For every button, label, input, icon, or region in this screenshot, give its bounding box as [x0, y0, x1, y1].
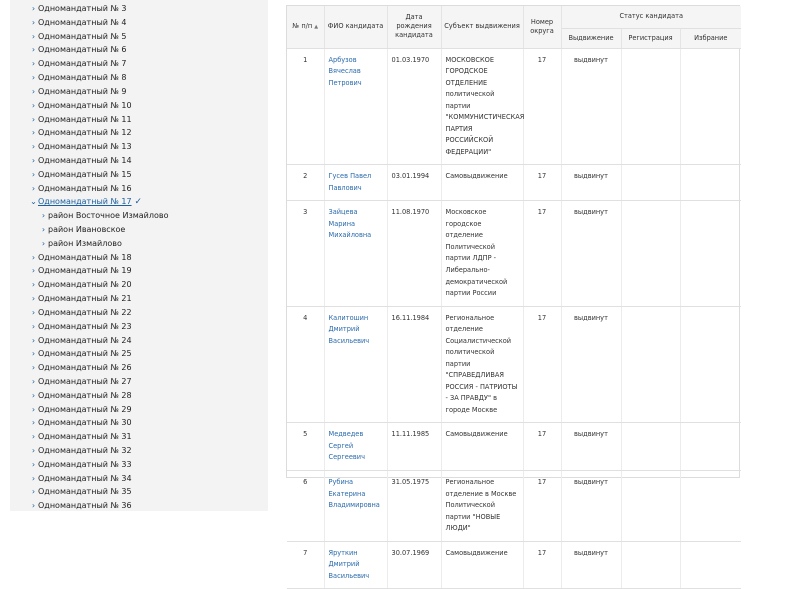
cell-election: [680, 48, 741, 165]
cell-nomination: выдвинут: [561, 48, 621, 165]
tree-item-label[interactable]: Одномандатный № 28: [38, 390, 132, 400]
tree-item-district[interactable]: [10, 444, 268, 458]
tree-item-label[interactable]: Одномандатный № 36: [38, 501, 132, 511]
chevron-right-icon[interactable]: ›: [41, 211, 46, 221]
cell-fio[interactable]: Гусев Павел Павлович: [324, 165, 387, 201]
checkmark-icon: ✓: [134, 197, 143, 208]
cell-district: 17: [523, 48, 561, 165]
tree-item-district[interactable]: [10, 334, 268, 348]
table-row: [287, 541, 741, 589]
cell-num: 4: [287, 306, 324, 423]
cell-subject: Московское городское отделение Политической партии ЛДПР - Либерально-демократической партии России: [441, 201, 523, 306]
tree-item-label[interactable]: Одномандатный № 16: [38, 183, 132, 193]
tree-item-label[interactable]: Одномандатный № 9: [38, 86, 127, 96]
tree-item-label[interactable]: Одномандатный № 30: [38, 418, 132, 428]
tree-item-label[interactable]: Одномандатный № 33: [38, 459, 132, 469]
chevron-right-icon[interactable]: ›: [31, 294, 36, 304]
tree-item-label[interactable]: Одномандатный № 25: [38, 349, 132, 359]
candidates-table-body: [287, 48, 741, 589]
tree-item-label[interactable]: Одномандатный № 29: [38, 404, 132, 414]
tree-item-label[interactable]: Одномандатный № 27: [38, 376, 132, 386]
cell-registration: [621, 201, 680, 306]
tree-item-label[interactable]: Одномандатный № 22: [38, 307, 132, 317]
tree-item-label[interactable]: Одномандатный № 7: [38, 59, 127, 69]
tree-item-label[interactable]: Одномандатный № 4: [38, 17, 127, 27]
chevron-right-icon[interactable]: ›: [31, 59, 36, 69]
cell-district: 17: [523, 423, 561, 471]
cell-num: 7: [287, 541, 324, 589]
cell-subject: Самовыдвижение: [441, 423, 523, 471]
chevron-right-icon[interactable]: ›: [31, 307, 36, 317]
tree-item-district[interactable]: [10, 126, 268, 140]
table-row: [287, 48, 741, 165]
cell-num: 2: [287, 165, 324, 201]
cell-subject: МОСКОВСКОЕ ГОРОДСКОЕ ОТДЕЛЕНИЕ политической партии "КОММУНИСТИЧЕСКАЯ ПАРТИЯ РОССИЙСКОЙ ФЕДЕРАЦИИ": [441, 48, 523, 165]
cell-num: 1: [287, 48, 324, 165]
tree-item-label[interactable]: Одномандатный № 12: [38, 128, 132, 138]
cell-registration: [621, 541, 680, 589]
tree-item-district[interactable]: [10, 16, 268, 30]
chevron-right-icon[interactable]: ›: [31, 17, 36, 27]
tree-item-district[interactable]: [10, 278, 268, 292]
cell-subject: Региональное отделение в Москве Политической партии "НОВЫЕ ЛЮДИ": [441, 470, 523, 541]
cell-fio[interactable]: Яруткин Дмитрий Васильевич: [324, 541, 387, 589]
chevron-right-icon[interactable]: ›: [31, 363, 36, 373]
tree-item-area[interactable]: [10, 223, 268, 237]
header-nomination[interactable]: Выдвижение: [561, 28, 621, 48]
tree-item-district[interactable]: [10, 403, 268, 417]
chevron-right-icon[interactable]: ›: [31, 376, 36, 386]
cell-district: 17: [523, 541, 561, 589]
tree-item-label[interactable]: Одномандатный № 15: [38, 169, 132, 179]
tree-item-label[interactable]: Одномандатный № 3: [38, 4, 127, 13]
tree-item-label[interactable]: Одномандатный № 20: [38, 280, 132, 290]
cell-birth: 31.05.1975: [387, 470, 441, 541]
tree-item-label[interactable]: Одномандатный № 17: [38, 197, 132, 207]
cell-election: [680, 470, 741, 541]
cell-fio[interactable]: Медведев Сергей Сергеевич: [324, 423, 387, 471]
tree-item-district[interactable]: [10, 292, 268, 306]
chevron-right-icon[interactable]: ›: [31, 280, 36, 290]
tree-item-label[interactable]: район Восточное Измайлово: [48, 211, 169, 221]
chevron-right-icon[interactable]: ›: [31, 335, 36, 345]
chevron-right-icon[interactable]: ›: [31, 432, 36, 442]
tree-item-district[interactable]: [10, 2, 268, 16]
chevron-right-icon[interactable]: ›: [41, 225, 46, 234]
chevron-down-icon[interactable]: ⌄: [30, 197, 37, 207]
tree-item-district[interactable]: [10, 375, 268, 389]
tree-item-label[interactable]: Одномандатный № 31: [38, 432, 132, 442]
tree-item-label[interactable]: Одномандатный № 26: [38, 363, 132, 373]
tree-item-label[interactable]: Одномандатный № 5: [38, 31, 127, 41]
cell-nomination: выдвинут: [561, 541, 621, 589]
cell-registration: [621, 470, 680, 541]
header-election[interactable]: Избрание: [680, 28, 741, 48]
tree-item-label[interactable]: Одномандатный № 24: [38, 335, 132, 345]
cell-election: [680, 165, 741, 201]
district-tree: [10, 0, 268, 511]
chevron-right-icon[interactable]: ›: [31, 321, 36, 331]
chevron-right-icon[interactable]: ›: [31, 473, 36, 483]
chevron-right-icon[interactable]: ›: [31, 100, 36, 110]
chevron-right-icon[interactable]: ›: [31, 349, 36, 359]
tree-item-district[interactable]: [10, 140, 268, 154]
tree-item-district[interactable]: [10, 430, 268, 444]
tree-item-area[interactable]: [10, 209, 268, 223]
cell-birth: 03.01.1994: [387, 165, 441, 201]
chevron-right-icon[interactable]: ›: [31, 390, 36, 400]
table-row: [287, 423, 741, 471]
header-num-label: № п/п: [292, 22, 313, 31]
cell-district: 17: [523, 470, 561, 541]
tree-item-district[interactable]: [10, 499, 268, 511]
cell-subject: Самовыдвижение: [441, 541, 523, 589]
header-registration[interactable]: Регистрация: [621, 28, 680, 48]
chevron-right-icon[interactable]: ›: [31, 45, 36, 55]
cell-district: 17: [523, 165, 561, 201]
tree-item-label[interactable]: Одномандатный № 10: [38, 100, 132, 110]
cell-election: [680, 423, 741, 471]
tree-item-label[interactable]: Одномандатный № 35: [38, 487, 132, 497]
tree-item-label[interactable]: Одномандатный № 34: [38, 473, 132, 483]
tree-item-district[interactable]: [10, 113, 268, 127]
tree-item-district[interactable]: [10, 458, 268, 472]
table-row: [287, 470, 741, 541]
tree-item-district[interactable]: [10, 57, 268, 71]
sidebar-tree: [10, 0, 268, 511]
table-row: [287, 201, 741, 306]
cell-registration: [621, 165, 680, 201]
header-num[interactable]: [287, 6, 324, 48]
cell-num: 3: [287, 201, 324, 306]
cell-num: 5: [287, 423, 324, 471]
tree-item-label[interactable]: Одномандатный № 21: [38, 294, 132, 304]
table-row: [287, 165, 741, 201]
cell-fio[interactable]: Зайцева Марина Михайловна: [324, 201, 387, 306]
header-fio[interactable]: ФИО кандидата: [324, 6, 387, 48]
tree-item-label[interactable]: район Ивановское: [48, 225, 126, 234]
tree-item-district[interactable]: [10, 361, 268, 375]
header-subject[interactable]: Субъект выдвижения: [441, 6, 523, 48]
cell-fio[interactable]: Арбузов Вячеслав Петрович: [324, 48, 387, 165]
tree-item-district[interactable]: [10, 168, 268, 182]
tree-item-district[interactable]: [10, 251, 268, 265]
cell-subject: Региональное отделение Социалистической политической партии "СПРАВЕДЛИВАЯ РОССИЯ - ПАТРИОТЫ - ЗА ПРАВДУ" в городе Москве: [441, 306, 523, 423]
header-status-group: Статус кандидата: [561, 6, 741, 28]
cell-fio[interactable]: Рубина Екатерина Владимировна: [324, 470, 387, 541]
chevron-right-icon[interactable]: ›: [31, 487, 36, 497]
cell-election: [680, 306, 741, 423]
table-row: [287, 306, 741, 423]
chevron-right-icon[interactable]: ›: [31, 183, 36, 193]
chevron-right-icon[interactable]: ›: [31, 446, 36, 455]
cell-birth: 16.11.1984: [387, 306, 441, 423]
header-district[interactable]: Номер округа: [523, 6, 561, 48]
cell-nomination: выдвинут: [561, 470, 621, 541]
cell-birth: 11.08.1970: [387, 201, 441, 306]
tree-item-district[interactable]: [10, 182, 268, 196]
tree-item-district[interactable]: [10, 71, 268, 85]
tree-item-district[interactable]: [10, 347, 268, 361]
cell-election: [680, 201, 741, 306]
cell-registration: [621, 306, 680, 423]
cell-district: 17: [523, 306, 561, 423]
tree-item-area[interactable]: [10, 237, 268, 251]
tree-item-district[interactable]: [10, 485, 268, 499]
chevron-right-icon[interactable]: ›: [31, 142, 36, 152]
chevron-right-icon[interactable]: ›: [31, 252, 36, 262]
cell-nomination: выдвинут: [561, 423, 621, 471]
chevron-right-icon[interactable]: ›: [31, 86, 36, 96]
chevron-right-icon[interactable]: ›: [31, 266, 36, 276]
chevron-right-icon[interactable]: ›: [31, 73, 36, 83]
cell-nomination: выдвинут: [561, 201, 621, 306]
chevron-right-icon[interactable]: ›: [41, 238, 46, 248]
chevron-right-icon[interactable]: ›: [31, 418, 36, 428]
tree-item-district[interactable]: [10, 43, 268, 57]
cell-birth: 01.03.1970: [387, 48, 441, 165]
cell-election: [680, 541, 741, 589]
candidates-table-container: [286, 5, 740, 580]
tree-item-district[interactable]: [10, 472, 268, 486]
tree-item-district[interactable]: [10, 99, 268, 113]
chevron-right-icon[interactable]: ›: [31, 155, 36, 165]
cell-nomination: выдвинут: [561, 306, 621, 423]
chevron-right-icon[interactable]: ›: [31, 459, 36, 469]
tree-item-district[interactable]: [10, 264, 268, 278]
cell-registration: [621, 423, 680, 471]
chevron-right-icon[interactable]: ›: [31, 128, 36, 138]
chevron-right-icon[interactable]: ›: [31, 4, 36, 13]
tree-item-district[interactable]: [10, 320, 268, 334]
cell-district: 17: [523, 201, 561, 306]
cell-fio[interactable]: Калитошин Дмитрий Васильевич: [324, 306, 387, 423]
cell-subject: Самовыдвижение: [441, 165, 523, 201]
tree-item-district[interactable]: [10, 389, 268, 403]
cell-registration: [621, 48, 680, 165]
tree-item-label[interactable]: Одномандатный № 11: [38, 114, 132, 124]
header-birth[interactable]: Дата рождения кандидата: [387, 6, 441, 48]
tree-item-label[interactable]: Одномандатный № 8: [38, 73, 127, 83]
tree-item-district[interactable]: [10, 195, 268, 209]
tree-item-district[interactable]: [10, 416, 268, 430]
cell-nomination: выдвинут: [561, 165, 621, 201]
tree-item-district[interactable]: [10, 306, 268, 320]
chevron-right-icon[interactable]: ›: [31, 501, 36, 511]
cell-num: 6: [287, 470, 324, 541]
chevron-right-icon[interactable]: ›: [31, 404, 36, 414]
tree-item-label[interactable]: Одномандатный № 14: [38, 155, 132, 165]
tree-item-district[interactable]: [10, 154, 268, 168]
tree-item-label[interactable]: Одномандатный № 23: [38, 321, 132, 331]
chevron-right-icon[interactable]: ›: [31, 169, 36, 179]
sort-up-icon[interactable]: ▲: [314, 24, 319, 31]
cell-birth: 11.11.1985: [387, 423, 441, 471]
tree-item-district[interactable]: [10, 30, 268, 44]
chevron-right-icon[interactable]: ›: [31, 114, 36, 124]
tree-item-label[interactable]: Одномандатный № 18: [38, 252, 132, 262]
tree-item-label[interactable]: район Измайлово: [48, 238, 122, 248]
tree-item-label[interactable]: Одномандатный № 13: [38, 142, 132, 152]
tree-item-label[interactable]: Одномандатный № 6: [38, 45, 127, 55]
chevron-right-icon[interactable]: ›: [31, 31, 36, 41]
tree-item-label[interactable]: Одномандатный № 19: [38, 266, 132, 276]
tree-item-district[interactable]: [10, 85, 268, 99]
tree-item-label[interactable]: Одномандатный № 32: [38, 446, 132, 455]
candidates-table: [287, 6, 741, 589]
cell-birth: 30.07.1969: [387, 541, 441, 589]
